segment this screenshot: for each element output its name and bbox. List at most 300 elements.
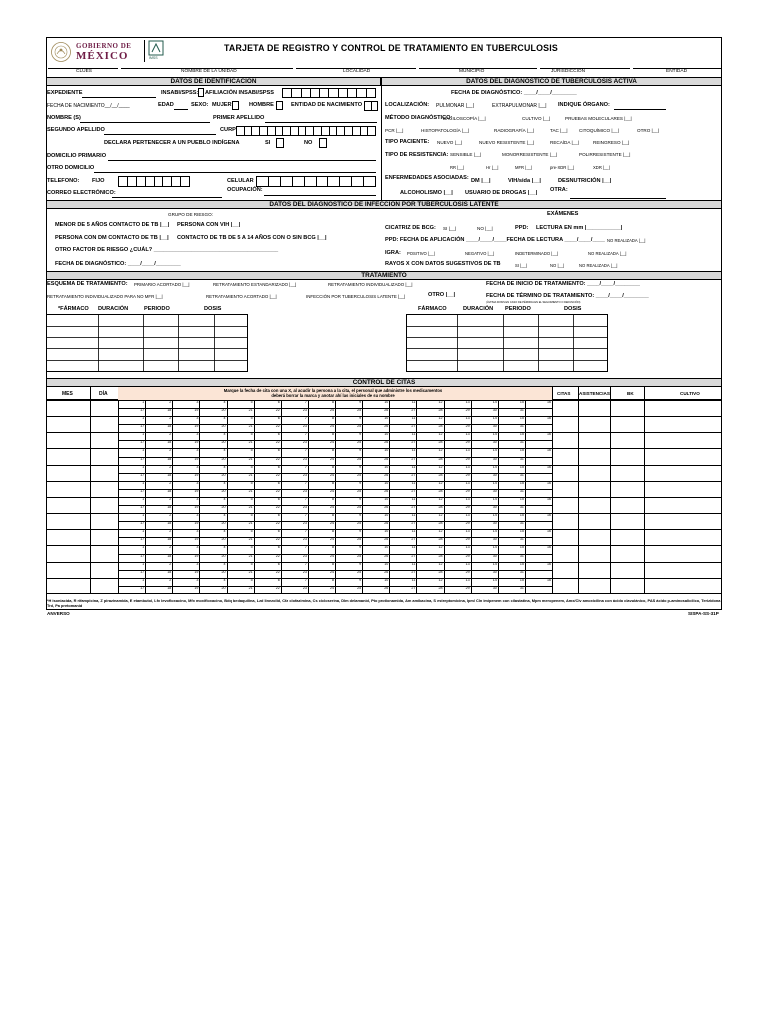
calendar-day-cell[interactable]: 15 [519, 432, 524, 437]
calendar-day-cell[interactable]: 21 [248, 424, 253, 429]
opt-igra-negativo[interactable]: NEGATIVO |__| [465, 251, 495, 256]
calendar-day-cell[interactable]: 23 [302, 488, 307, 493]
calendar-day-cell[interactable]: 12 [438, 432, 443, 437]
ppd-lectura-mm[interactable]: LECTURA EN mm |___________| [536, 225, 623, 231]
opt-drogas[interactable]: USUARIO DE DROGAS |__| [465, 190, 538, 196]
calendar-day-cell[interactable]: 28 [438, 456, 443, 461]
calendar-day-cell[interactable]: 21 [248, 488, 253, 493]
calendar-day-cell[interactable]: 26 [384, 553, 389, 558]
calendar-day-cell[interactable]: 18 [167, 585, 172, 590]
calendar-day-cell[interactable]: 3 [196, 400, 199, 404]
calendar-day-cell[interactable]: 12 [438, 545, 443, 550]
opt-retrat-acortado[interactable]: RETRATAMIENTO ACORTADO |__| [206, 294, 277, 299]
calendar-day-cell[interactable]: 27 [411, 488, 416, 493]
calendar-day-cell[interactable]: 18 [167, 505, 172, 510]
calendar-day-cell[interactable]: 17 [140, 521, 145, 526]
opt-igra-no-realizada[interactable]: NO REALIZADA |__| [588, 251, 627, 256]
calendar-day-cell[interactable]: 3 [196, 464, 199, 469]
curp-boxes[interactable] [236, 126, 376, 136]
calendar-day-cell[interactable]: 2 [169, 480, 172, 485]
calendar-day-cell[interactable]: 24 [330, 553, 334, 558]
calendar-day-cell[interactable]: 20 [221, 488, 226, 493]
latente-fecha-diagnostico[interactable]: FECHA DE DIAGNÓSTICO: ____/____/________ [55, 261, 181, 267]
calendar-day-cell[interactable]: 1 [142, 448, 145, 453]
calendar-day-cell[interactable]: 1 [142, 400, 145, 404]
calendar-day-cell[interactable]: 12 [438, 400, 443, 404]
calendar-day-cell[interactable]: 18 [167, 553, 172, 558]
calendar-day-cell[interactable]: 14 [492, 577, 497, 582]
calendar-day-cell[interactable]: 11 [411, 400, 416, 404]
opt-cicatriz-no[interactable]: NO |__| [477, 226, 493, 231]
calendar-day-cell[interactable]: 21 [248, 456, 253, 461]
calendar-day-cell[interactable]: 15 [519, 448, 524, 453]
calendar-day-cell[interactable]: 2 [169, 432, 172, 437]
calendar-day-cell[interactable]: 15 [519, 464, 524, 469]
calendar-day-cell[interactable]: 28 [438, 424, 443, 429]
calendar-day-cell[interactable]: 2 [169, 464, 172, 469]
calendar-day-cell[interactable]: 17 [140, 553, 145, 558]
calendar-day-cell[interactable]: 14 [492, 529, 497, 534]
calendar-day-cell[interactable]: 31 [519, 456, 524, 461]
calendar-day-cell[interactable]: 6 [277, 561, 280, 566]
calendar-day-cell[interactable]: 30 [492, 505, 497, 510]
calendar-day-cell[interactable]: 31 [519, 424, 524, 429]
opt-igra-indeterminado[interactable]: INDETERMINADO |__| [515, 251, 559, 256]
opt-menor5[interactable]: MENOR DE 5 AÑOS CONTACTO DE TB |__| [55, 222, 170, 228]
calendar-day-cell[interactable]: 18 [167, 569, 172, 574]
calendar-day-cell[interactable]: 28 [438, 440, 443, 445]
calendar-day-cell[interactable]: 5 [250, 561, 253, 566]
calendar-day-cell[interactable]: 12 [438, 577, 443, 582]
calendar-day-cell[interactable]: 4 [223, 416, 226, 421]
calendar-day-cell[interactable]: 18 [167, 472, 172, 477]
calendar-day-cell[interactable]: 15 [519, 416, 524, 421]
calendar-day-cell[interactable]: 25 [357, 569, 362, 574]
calendar-day-cell[interactable]: 7 [304, 432, 307, 437]
calendar-day-cell[interactable]: 11 [411, 448, 416, 453]
calendar-day-cell[interactable]: 7 [304, 545, 307, 550]
calendar-day-cell[interactable]: 14 [492, 400, 497, 404]
calendar-day-cell[interactable]: 5 [250, 416, 253, 421]
calendar-day-cell[interactable]: 29 [465, 472, 470, 477]
calendar-day-cell[interactable]: 13 [465, 400, 470, 404]
calendar-day-cell[interactable]: 2 [169, 545, 172, 550]
tratamiento-fecha-inicio[interactable]: FECHA DE INICIO DE TRATAMIENTO: ____/____/________ [486, 281, 640, 287]
mujer-checkbox[interactable] [232, 101, 239, 110]
calendar-day-cell[interactable]: 30 [492, 408, 497, 413]
calendar-day-cell[interactable]: 4 [223, 496, 226, 501]
opt-tac[interactable]: TAC |__| [550, 128, 568, 133]
calendar-day-cell[interactable]: 30 [492, 553, 497, 558]
calendar-day-cell[interactable]: 8 [332, 448, 334, 453]
calendar-day-cell[interactable]: 31 [519, 408, 524, 413]
calendar-day-cell[interactable]: 9 [359, 448, 362, 453]
opt-infeccion-latente[interactable]: INFECCIÓN POR TUBERCULOSIS LATENTE |__| [306, 294, 406, 299]
opt-dm[interactable]: DM |__| [471, 178, 491, 184]
calendar-day-cell[interactable]: 13 [465, 545, 470, 550]
calendar-day-cell[interactable]: 23 [302, 553, 307, 558]
calendar-day-cell[interactable]: 16 [547, 448, 551, 453]
calendar-day-cell[interactable]: 23 [302, 408, 307, 413]
calendar-day-cell[interactable]: 29 [465, 537, 470, 542]
calendar-day-cell[interactable]: 14 [492, 448, 497, 453]
calendar-day-cell[interactable]: 18 [167, 408, 172, 413]
opt-pulmonar[interactable]: PULMONAR |__| [436, 103, 474, 109]
calendar-day-cell[interactable]: 20 [221, 408, 226, 413]
calendar-day-cell[interactable]: 30 [492, 488, 497, 493]
celular-boxes[interactable] [256, 176, 376, 187]
calendar-day-cell[interactable]: 22 [275, 521, 280, 526]
calendar-day-cell[interactable]: 28 [438, 472, 443, 477]
calendar-day-cell[interactable]: 26 [384, 505, 389, 510]
calendar-day-cell[interactable]: 1 [142, 513, 145, 518]
calendar-day-cell[interactable]: 31 [519, 440, 524, 445]
calendar-day-cell[interactable]: 17 [140, 585, 145, 590]
opt-alcoholismo[interactable]: ALCOHOLISMO |__| [400, 190, 453, 196]
opt-otro-esquema[interactable]: OTRO |__| [428, 292, 456, 298]
calendar-day-cell[interactable]: 3 [196, 561, 199, 566]
calendar-day-cell[interactable]: 23 [302, 440, 307, 445]
calendar-day-cell[interactable]: 29 [465, 456, 470, 461]
opt-ppd-no-realizada[interactable]: NO REALIZADA |__| [607, 238, 646, 243]
entidad-nac-boxes[interactable] [364, 101, 378, 111]
calendar-day-cell[interactable]: 21 [248, 505, 253, 510]
opt-pruebas-moleculares[interactable]: PRUEBAS MOLECULARES |__| [565, 116, 632, 121]
calendar-day-cell[interactable]: 11 [411, 513, 416, 518]
calendar-day-cell[interactable]: 19 [194, 424, 199, 429]
calendar-day-cell[interactable]: 25 [357, 472, 362, 477]
calendar-day-cell[interactable]: 22 [275, 472, 280, 477]
calendar-day-cell[interactable]: 11 [411, 561, 416, 566]
calendar-day-cell[interactable]: 2 [169, 561, 172, 566]
calendar-day-cell[interactable]: 27 [411, 424, 416, 429]
calendar-day-cell[interactable]: 14 [492, 513, 497, 518]
calendar-day-cell[interactable]: 17 [140, 440, 145, 445]
calendar-day-cell[interactable]: 20 [221, 569, 226, 574]
calendar-day-cell[interactable]: 30 [492, 472, 497, 477]
calendar-day-cell[interactable]: 20 [221, 424, 226, 429]
calendar-day-cell[interactable]: 10 [384, 480, 389, 485]
calendar-day-cell[interactable]: 16 [547, 432, 551, 437]
calendar-day-cell[interactable]: 30 [492, 521, 497, 526]
calendar-day-cell[interactable]: 8 [332, 464, 334, 469]
calendar-day-cell[interactable]: 16 [547, 400, 551, 404]
calendar-day-cell[interactable]: 10 [384, 416, 389, 421]
calendar-day-cell[interactable]: 22 [275, 408, 280, 413]
calendar-day-cell[interactable]: 9 [359, 416, 362, 421]
calendar-day-cell[interactable]: 3 [196, 513, 199, 518]
opt-monorresistente[interactable]: MONORRESISTENTE |__| [502, 152, 558, 157]
calendar-day-cell[interactable]: 24 [330, 537, 334, 542]
opt-otro-metodo[interactable]: OTRO |__| [637, 128, 660, 133]
calendar-day-cell[interactable]: 26 [384, 472, 389, 477]
calendar-day-cell[interactable]: 25 [357, 456, 362, 461]
calendar-day-cell[interactable]: 9 [359, 464, 362, 469]
calendar-day-cell[interactable]: 9 [359, 561, 362, 566]
calendar-day-cell[interactable]: 23 [302, 456, 307, 461]
calendar-day-cell[interactable]: 12 [438, 496, 443, 501]
indigena-si-checkbox[interactable] [276, 138, 284, 148]
calendar-day-cell[interactable]: 22 [275, 440, 280, 445]
calendar-day-cell[interactable]: 16 [547, 529, 551, 534]
opt-dm-contacto[interactable]: PERSONA CON DM CONTACTO DE TB |__| [55, 235, 169, 241]
calendar-day-cell[interactable]: 2 [169, 400, 172, 404]
calendar-day-cell[interactable]: 13 [465, 529, 470, 534]
calendar-day-cell[interactable]: 23 [302, 505, 307, 510]
opt-cultivo[interactable]: CULTIVO |__| [522, 116, 551, 121]
calendar-day-cell[interactable]: 29 [465, 569, 470, 574]
calendar-day-cell[interactable]: 27 [411, 408, 416, 413]
calendar-day-cell[interactable]: 19 [194, 488, 199, 493]
calendar-day-cell[interactable]: 28 [438, 585, 443, 590]
calendar-day-cell[interactable]: 9 [359, 577, 362, 582]
tratamiento-fecha-termino[interactable]: FECHA DE TÉRMINO DE TRATAMIENTO: ____/____/________ [486, 293, 649, 299]
calendar-day-cell[interactable]: 20 [221, 456, 226, 461]
opt-xdr[interactable]: XDR |__| [593, 165, 610, 170]
calendar-day-cell[interactable]: 6 [277, 513, 280, 518]
indigena-no-checkbox[interactable] [319, 138, 327, 148]
calendar-day-cell[interactable]: 17 [140, 456, 145, 461]
calendar-day-cell[interactable]: 10 [384, 464, 389, 469]
calendar-day-cell[interactable]: 20 [221, 537, 226, 542]
calendar-day-cell[interactable]: 13 [465, 448, 470, 453]
calendar-day-cell[interactable]: 21 [248, 537, 253, 542]
calendar-day-cell[interactable]: 16 [547, 545, 551, 550]
calendar-day-cell[interactable]: 11 [411, 496, 416, 501]
calendar-day-cell[interactable]: 20 [221, 472, 226, 477]
calendar-day-cell[interactable]: 24 [330, 472, 334, 477]
label-otro-factor[interactable]: OTRO FACTOR DE RIESGO ¿CUÁL? ________________________________________ [55, 247, 279, 253]
calendar-day-cell[interactable]: 30 [492, 440, 497, 445]
opt-citoquimico[interactable]: CITOQUÍMICO |__| [579, 128, 619, 133]
calendar-grid[interactable] [46, 400, 722, 594]
calendar-day-cell[interactable]: 22 [275, 505, 280, 510]
calendar-day-cell[interactable]: 19 [194, 553, 199, 558]
calendar-day-cell[interactable]: 6 [277, 529, 280, 534]
calendar-day-cell[interactable]: 19 [194, 408, 199, 413]
calendar-day-cell[interactable]: 3 [196, 529, 199, 534]
calendar-day-cell[interactable]: 4 [223, 545, 226, 550]
calendar-day-cell[interactable]: 22 [275, 456, 280, 461]
calendar-day-cell[interactable]: 14 [492, 464, 497, 469]
calendar-day-cell[interactable]: 8 [332, 513, 334, 518]
calendar-day-cell[interactable]: 4 [223, 561, 226, 566]
calendar-day-cell[interactable]: 6 [277, 432, 280, 437]
opt-sensible[interactable]: SENSIBLE |__| [450, 152, 482, 157]
calendar-day-cell[interactable]: 24 [330, 569, 334, 574]
ppd-fechas[interactable]: PPD: FECHA DE APLICACIÓN ____/____/____FECHA DE LECTURA ____/____/____ [385, 237, 605, 243]
calendar-day-cell[interactable]: 19 [194, 440, 199, 445]
calendar-day-cell[interactable]: 8 [332, 400, 334, 404]
calendar-day-cell[interactable]: 18 [167, 456, 172, 461]
calendar-day-cell[interactable]: 17 [140, 408, 145, 413]
calendar-day-cell[interactable]: 25 [357, 488, 362, 493]
calendar-day-cell[interactable]: 27 [411, 456, 416, 461]
calendar-day-cell[interactable]: 9 [359, 480, 362, 485]
calendar-day-cell[interactable]: 17 [140, 537, 145, 542]
calendar-day-cell[interactable]: 31 [519, 537, 524, 542]
calendar-day-cell[interactable]: 15 [519, 480, 524, 485]
calendar-day-cell[interactable]: 4 [223, 513, 226, 518]
calendar-day-cell[interactable]: 1 [142, 529, 145, 534]
opt-nuevo[interactable]: NUEVO |__| [437, 140, 463, 145]
calendar-day-cell[interactable]: 27 [411, 585, 416, 590]
calendar-day-cell[interactable]: 12 [438, 416, 443, 421]
calendar-day-cell[interactable]: 31 [519, 521, 524, 526]
calendar-day-cell[interactable]: 24 [330, 456, 334, 461]
calendar-day-cell[interactable]: 6 [277, 577, 280, 582]
calendar-day-cell[interactable]: 24 [330, 521, 334, 526]
opt-vih[interactable]: VIH/sida |__| [508, 178, 541, 184]
calendar-day-cell[interactable]: 21 [248, 408, 253, 413]
calendar-day-cell[interactable]: 8 [332, 432, 334, 437]
calendar-day-cell[interactable]: 28 [438, 505, 443, 510]
calendar-day-cell[interactable]: 15 [519, 400, 524, 404]
calendar-day-cell[interactable]: 3 [196, 496, 199, 501]
calendar-day-cell[interactable]: 3 [196, 448, 199, 453]
calendar-day-cell[interactable]: 24 [330, 505, 334, 510]
calendar-day-cell[interactable]: 9 [359, 529, 362, 534]
calendar-day-cell[interactable]: 5 [250, 529, 253, 534]
calendar-day-cell[interactable]: 19 [194, 505, 199, 510]
calendar-day-cell[interactable]: 11 [411, 480, 416, 485]
calendar-day-cell[interactable]: 16 [547, 513, 551, 518]
calendar-day-cell[interactable]: 12 [438, 480, 443, 485]
calendar-day-cell[interactable]: 2 [169, 416, 172, 421]
calendar-day-cell[interactable]: 27 [411, 521, 416, 526]
calendar-day-cell[interactable]: 13 [465, 480, 470, 485]
calendar-day-cell[interactable]: 2 [169, 577, 172, 582]
opt-rx-no[interactable]: NO |__| [550, 263, 565, 268]
calendar-day-cell[interactable]: 6 [277, 448, 280, 453]
calendar-day-cell[interactable]: 13 [465, 464, 470, 469]
calendar-day-cell[interactable]: 29 [465, 521, 470, 526]
calendar-day-cell[interactable]: 16 [547, 561, 551, 566]
calendar-day-cell[interactable]: 7 [304, 400, 307, 404]
calendar-day-cell[interactable]: 23 [302, 472, 307, 477]
calendar-day-cell[interactable]: 30 [492, 424, 497, 429]
drug-grid-left[interactable] [46, 314, 248, 372]
calendar-day-cell[interactable]: 30 [492, 585, 497, 590]
opt-vih-latente[interactable]: PERSONA CON VIH |__| [177, 222, 241, 228]
calendar-day-cell[interactable]: 24 [330, 440, 334, 445]
opt-retrat-estandarizado[interactable]: RETRATAMIENTO ESTANDARIZADO |__| [213, 282, 297, 287]
calendar-day-cell[interactable]: 6 [277, 496, 280, 501]
calendar-day-cell[interactable]: 27 [411, 472, 416, 477]
calendar-day-cell[interactable]: 21 [248, 569, 253, 574]
calendar-day-cell[interactable]: 5 [250, 480, 253, 485]
calendar-day-cell[interactable]: 17 [140, 472, 145, 477]
calendar-day-cell[interactable]: 26 [384, 537, 389, 542]
calendar-day-cell[interactable]: 10 [384, 577, 389, 582]
calendar-day-cell[interactable]: 4 [223, 480, 226, 485]
calendar-day-cell[interactable]: 21 [248, 440, 253, 445]
calendar-day-cell[interactable]: 4 [223, 529, 226, 534]
calendar-day-cell[interactable]: 28 [438, 408, 443, 413]
calendar-day-cell[interactable]: 4 [223, 464, 226, 469]
opt-prexdr[interactable]: pre-XDR |__| [550, 165, 575, 170]
calendar-day-cell[interactable]: 5 [250, 432, 253, 437]
calendar-day-cell[interactable]: 10 [384, 496, 389, 501]
opt-contacto-5-14[interactable]: CONTACTO DE TB DE 5 A 14 AÑOS CON O SIN BCG |__| [177, 235, 327, 241]
calendar-day-cell[interactable]: 11 [411, 545, 416, 550]
calendar-day-cell[interactable]: 25 [357, 585, 362, 590]
opt-histopatologia[interactable]: HISTOPATOLOGÍA |__| [421, 128, 470, 133]
calendar-day-cell[interactable]: 10 [384, 545, 389, 550]
calendar-day-cell[interactable]: 20 [221, 585, 226, 590]
calendar-day-cell[interactable]: 12 [438, 448, 443, 453]
calendar-day-cell[interactable]: 5 [250, 464, 253, 469]
calendar-day-cell[interactable]: 6 [277, 480, 280, 485]
calendar-day-cell[interactable]: 22 [275, 424, 280, 429]
calendar-day-cell[interactable]: 16 [547, 577, 551, 582]
calendar-day-cell[interactable]: 16 [547, 496, 551, 501]
calendar-day-cell[interactable]: 29 [465, 505, 470, 510]
calendar-day-cell[interactable]: 26 [384, 569, 389, 574]
opt-primario-acortado[interactable]: PRIMARIO ACORTADO |__| [134, 282, 190, 287]
calendar-day-cell[interactable]: 10 [384, 432, 389, 437]
opt-desnutricion[interactable]: DESNUTRICIÓN |__| [558, 178, 612, 184]
calendar-day-cell[interactable]: 25 [357, 537, 362, 542]
calendar-day-cell[interactable]: 2 [169, 513, 172, 518]
calendar-day-cell[interactable]: 18 [167, 424, 172, 429]
calendar-day-cell[interactable]: 31 [519, 472, 524, 477]
calendar-day-cell[interactable]: 1 [142, 432, 145, 437]
calendar-day-cell[interactable]: 31 [519, 505, 524, 510]
calendar-day-cell[interactable]: 25 [357, 440, 362, 445]
calendar-day-cell[interactable]: 27 [411, 569, 416, 574]
calendar-day-cell[interactable]: 17 [140, 569, 145, 574]
opt-rr[interactable]: RR |__| [450, 165, 465, 170]
calendar-day-cell[interactable]: 17 [140, 488, 145, 493]
calendar-day-cell[interactable]: 29 [465, 585, 470, 590]
calendar-day-cell[interactable]: 7 [304, 416, 307, 421]
calendar-day-cell[interactable]: 8 [332, 545, 334, 550]
opt-reingreso[interactable]: REINGRESO |__| [593, 140, 630, 145]
calendar-day-cell[interactable]: 29 [465, 553, 470, 558]
calendar-day-cell[interactable]: 30 [492, 537, 497, 542]
calendar-day-cell[interactable]: 31 [519, 488, 524, 493]
calendar-day-cell[interactable]: 8 [332, 480, 334, 485]
calendar-day-cell[interactable]: 19 [194, 537, 199, 542]
calendar-day-cell[interactable]: 15 [519, 513, 524, 518]
calendar-day-cell[interactable]: 10 [384, 448, 389, 453]
calendar-day-cell[interactable]: 5 [250, 545, 253, 550]
calendar-day-cell[interactable]: 23 [302, 537, 307, 542]
calendar-day-cell[interactable]: 1 [142, 416, 145, 421]
calendar-day-cell[interactable]: 10 [384, 513, 389, 518]
calendar-day-cell[interactable]: 11 [411, 464, 416, 469]
calendar-day-cell[interactable]: 19 [194, 456, 199, 461]
calendar-day-cell[interactable]: 14 [492, 496, 497, 501]
calendar-day-cell[interactable]: 9 [359, 432, 362, 437]
opt-cicatriz-si[interactable]: SI |__| [443, 226, 457, 231]
calendar-day-cell[interactable]: 5 [250, 448, 253, 453]
calendar-day-cell[interactable]: 23 [302, 585, 307, 590]
calendar-day-cell[interactable]: 26 [384, 440, 389, 445]
calendar-day-cell[interactable]: 27 [411, 553, 416, 558]
calendar-day-cell[interactable]: 19 [194, 472, 199, 477]
calendar-day-cell[interactable]: 14 [492, 416, 497, 421]
calendar-day-cell[interactable]: 7 [304, 496, 307, 501]
calendar-day-cell[interactable]: 25 [357, 505, 362, 510]
calendar-day-cell[interactable]: 9 [359, 545, 362, 550]
calendar-day-cell[interactable]: 12 [438, 513, 443, 518]
calendar-day-cell[interactable]: 11 [411, 577, 416, 582]
calendar-day-cell[interactable]: 16 [547, 480, 551, 485]
hombre-checkbox[interactable] [276, 101, 283, 110]
calendar-day-cell[interactable]: 10 [384, 529, 389, 534]
